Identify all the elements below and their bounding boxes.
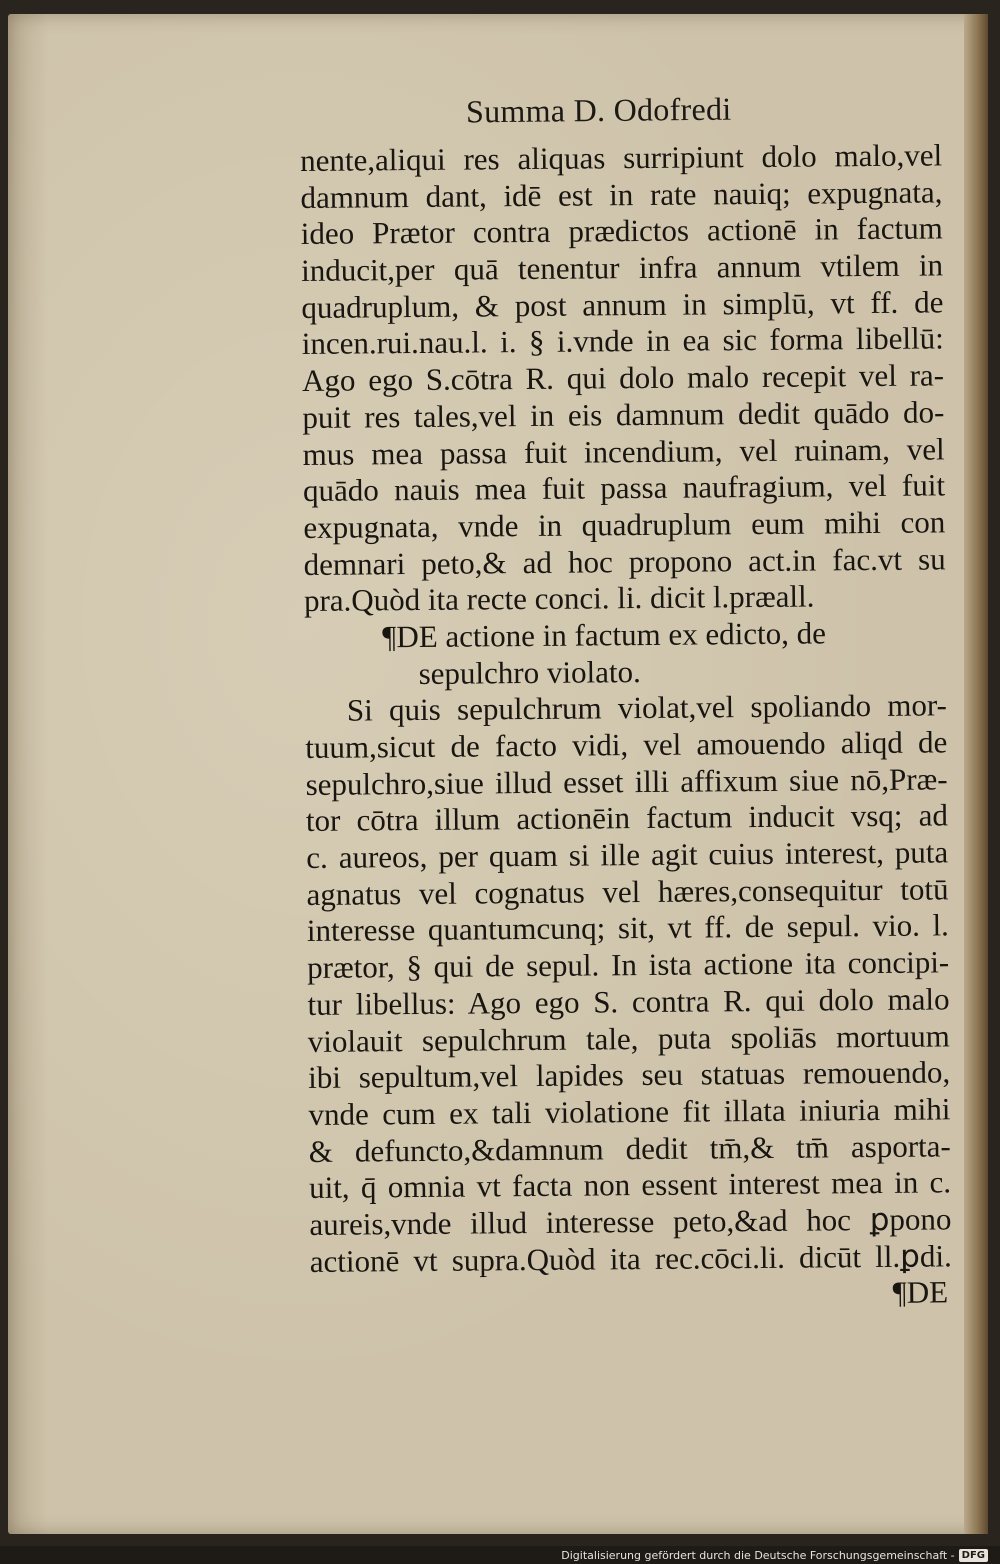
section-text-line: ibi sepultum,vel lapides seu statuas remouendo, — [308, 1054, 951, 1096]
section-text-line: Si quis sepulchrum violat,vel spoliando mor- — [346, 687, 948, 728]
text-line: nente,aliqui res aliquas surripiunt dolo malo,vel — [300, 137, 943, 178]
section-text-line: tor cōtra illum actionēin factum inducit vsq; ad — [305, 797, 949, 839]
text-line: incen.rui.nau.l. i. § i.vnde in ea sic forma libellū: — [301, 320, 944, 362]
section-text-line: aureis,vnde illud interesse peto,&ad hoc ꝑpono — [309, 1201, 952, 1242]
section-text-line: uit, q̄ omnia vt facta non essent interest mea in c. — [308, 1164, 952, 1206]
dfg-logo-icon: DFG — [959, 1549, 988, 1562]
running-head: Summa D. Odofredi — [465, 90, 732, 130]
text-line: mus mea passa fuit incendium, vel ruinam, vel — [302, 430, 945, 472]
text-line: Ago ego S.cōtra R. qui dolo malo recepit vel ra- — [301, 357, 945, 399]
section-text-line: & defuncto,&damnum dedit tm̄,& tm̄ asporta- — [308, 1127, 951, 1169]
section-text-line: sepulchro,siue illud esset illi affixum siue nō,Præ- — [305, 761, 948, 802]
section-text-line: actionē vt supra.Quòd ita rec.cōci.li. dicūt ll.ꝑdi. — [309, 1237, 952, 1279]
text-line: quādo nauis mea fuit passa naufragium, vel fuit — [302, 467, 946, 509]
section-heading-continued: sepulchro violato. — [418, 653, 641, 691]
text-line: demnari peto,& ad hoc propono act.in fac.vt su — [303, 540, 946, 582]
section-text-line: interesse quantumcunq; sit, vt ff. de sepul. vio. l. — [306, 907, 950, 949]
text-line: quadruplum, & post annum in simplū, vt ff. de — [301, 284, 944, 325]
funding-credit: Digitalisierung gefördert durch die Deutsche Forschungsgemeinschaft - — [561, 1548, 955, 1562]
section-text-line: prætor, § qui de sepul. In ista actione ita concipi- — [307, 944, 950, 986]
text-line: inducit,per quā tenentur infra annum vtilem in — [300, 247, 944, 289]
section-text-line: tur libellus: Ago ego S. contra R. qui dolo malo — [307, 981, 950, 1022]
section-text-line: c. aureos, per quam si ille agit cuius interest, puta — [306, 834, 949, 876]
digitization-footer — [561, 1546, 988, 1564]
text-block — [300, 137, 952, 1317]
text-line: pra.Quòd ita recte conci. li. dicit l.præall. — [303, 578, 815, 619]
section-text-line: tuum,sicut de facto vidi, vel amouendo aliqd de — [305, 724, 948, 765]
text-line: damnum dant, idē est in rate nauiq; expugnata, — [300, 174, 943, 215]
text-line: ideo Prætor contra prædictos actionē in factum — [300, 210, 943, 252]
section-text-line: vnde cum ex tali violatione fit illata iniuria mihi — [308, 1091, 951, 1132]
section-text-line: violauit sepulchrum tale, puta spoliās mortuum — [307, 1017, 950, 1059]
text-line: puit res tales,vel in eis damnum dedit quādo do- — [302, 394, 945, 435]
section-heading: ¶DE actione in factum ex edicto, de — [382, 615, 827, 655]
book-gutter — [964, 14, 988, 1534]
catchword: ¶DE — [892, 1274, 949, 1311]
section-text-line: agnatus vel cognatus vel hæres,consequitur totū — [306, 871, 949, 912]
text-line: expugnata, vnde in quadruplum eum mihi con — [303, 504, 946, 545]
